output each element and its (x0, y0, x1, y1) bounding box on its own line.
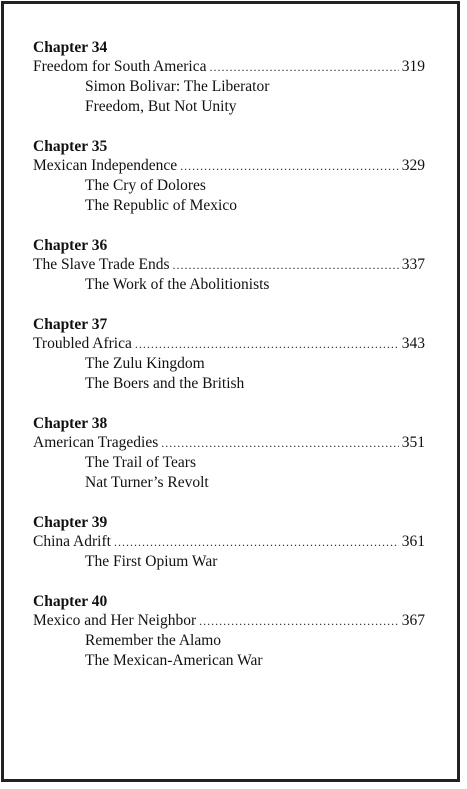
dot-leader (209, 57, 398, 77)
page-number: 367 (401, 612, 425, 629)
subsection-list (33, 176, 425, 216)
page-number: 343 (401, 335, 425, 352)
subsection-title: The Republic of Mexico (85, 197, 237, 214)
chapter-title: The Slave Trade Ends (33, 256, 170, 273)
chapter-title: Troubled Africa (33, 335, 132, 352)
subsection-list (33, 354, 425, 394)
dot-leader (180, 156, 399, 176)
subsection-title: The Zulu Kingdom (85, 355, 205, 372)
subsection-list (33, 631, 425, 671)
dot-leader (114, 532, 399, 552)
chapter-entry (33, 532, 425, 552)
chapter-entry (33, 334, 425, 354)
chapter-entry (33, 156, 425, 176)
chapter-40 (33, 592, 425, 671)
subsection-title: The Trail of Tears (85, 454, 196, 471)
chapter-title: China Adrift (33, 533, 111, 550)
dot-leader (135, 334, 399, 354)
chapter-heading: Chapter 36 (33, 237, 108, 254)
page-number: 329 (401, 157, 425, 174)
chapter-35 (33, 137, 425, 216)
page-number: 337 (401, 256, 425, 273)
chapter-heading: Chapter 37 (33, 316, 108, 333)
subsection-list (33, 77, 425, 117)
page-number: 361 (401, 533, 425, 550)
chapter-heading: Chapter 39 (33, 514, 108, 531)
subsection-list (33, 275, 425, 295)
subsection-list (33, 552, 425, 572)
subsection-title: Freedom, But Not Unity (85, 98, 237, 115)
chapter-heading: Chapter 40 (33, 593, 108, 610)
dot-leader (199, 611, 399, 631)
subsection-title: Nat Turner’s Revolt (85, 474, 209, 491)
chapter-title: Mexican Independence (33, 157, 178, 174)
page-number: 319 (401, 58, 425, 75)
subsection-title: The Boers and the British (85, 375, 245, 392)
chapter-34 (33, 38, 425, 117)
subsection-title: The Mexican-American War (85, 652, 263, 669)
subsection-title: Simon Bolivar: The Liberator (85, 78, 270, 95)
chapter-entry (33, 57, 425, 77)
chapter-37 (33, 315, 425, 394)
subsection-title: The First Opium War (85, 553, 218, 570)
chapter-title: American Tragedies (33, 434, 159, 451)
chapter-36 (33, 236, 425, 295)
chapter-entry (33, 611, 425, 631)
chapter-title: Freedom for South America (33, 58, 207, 75)
subsection-title: Remember the Alamo (85, 632, 222, 649)
chapter-heading: Chapter 34 (33, 39, 108, 56)
chapter-heading: Chapter 35 (33, 138, 108, 155)
chapter-heading: Chapter 38 (33, 415, 108, 432)
chapter-38 (33, 414, 425, 493)
chapter-entry (33, 255, 425, 275)
table-of-contents (33, 38, 425, 671)
page-number: 351 (401, 434, 425, 451)
subsection-title: The Work of the Abolitionists (85, 276, 270, 293)
chapter-entry (33, 433, 425, 453)
dot-leader (161, 433, 398, 453)
subsection-list (33, 453, 425, 493)
chapter-39 (33, 513, 425, 572)
dot-leader (172, 255, 398, 275)
subsection-title: The Cry of Dolores (85, 177, 206, 194)
chapter-title: Mexico and Her Neighbor (33, 612, 197, 629)
